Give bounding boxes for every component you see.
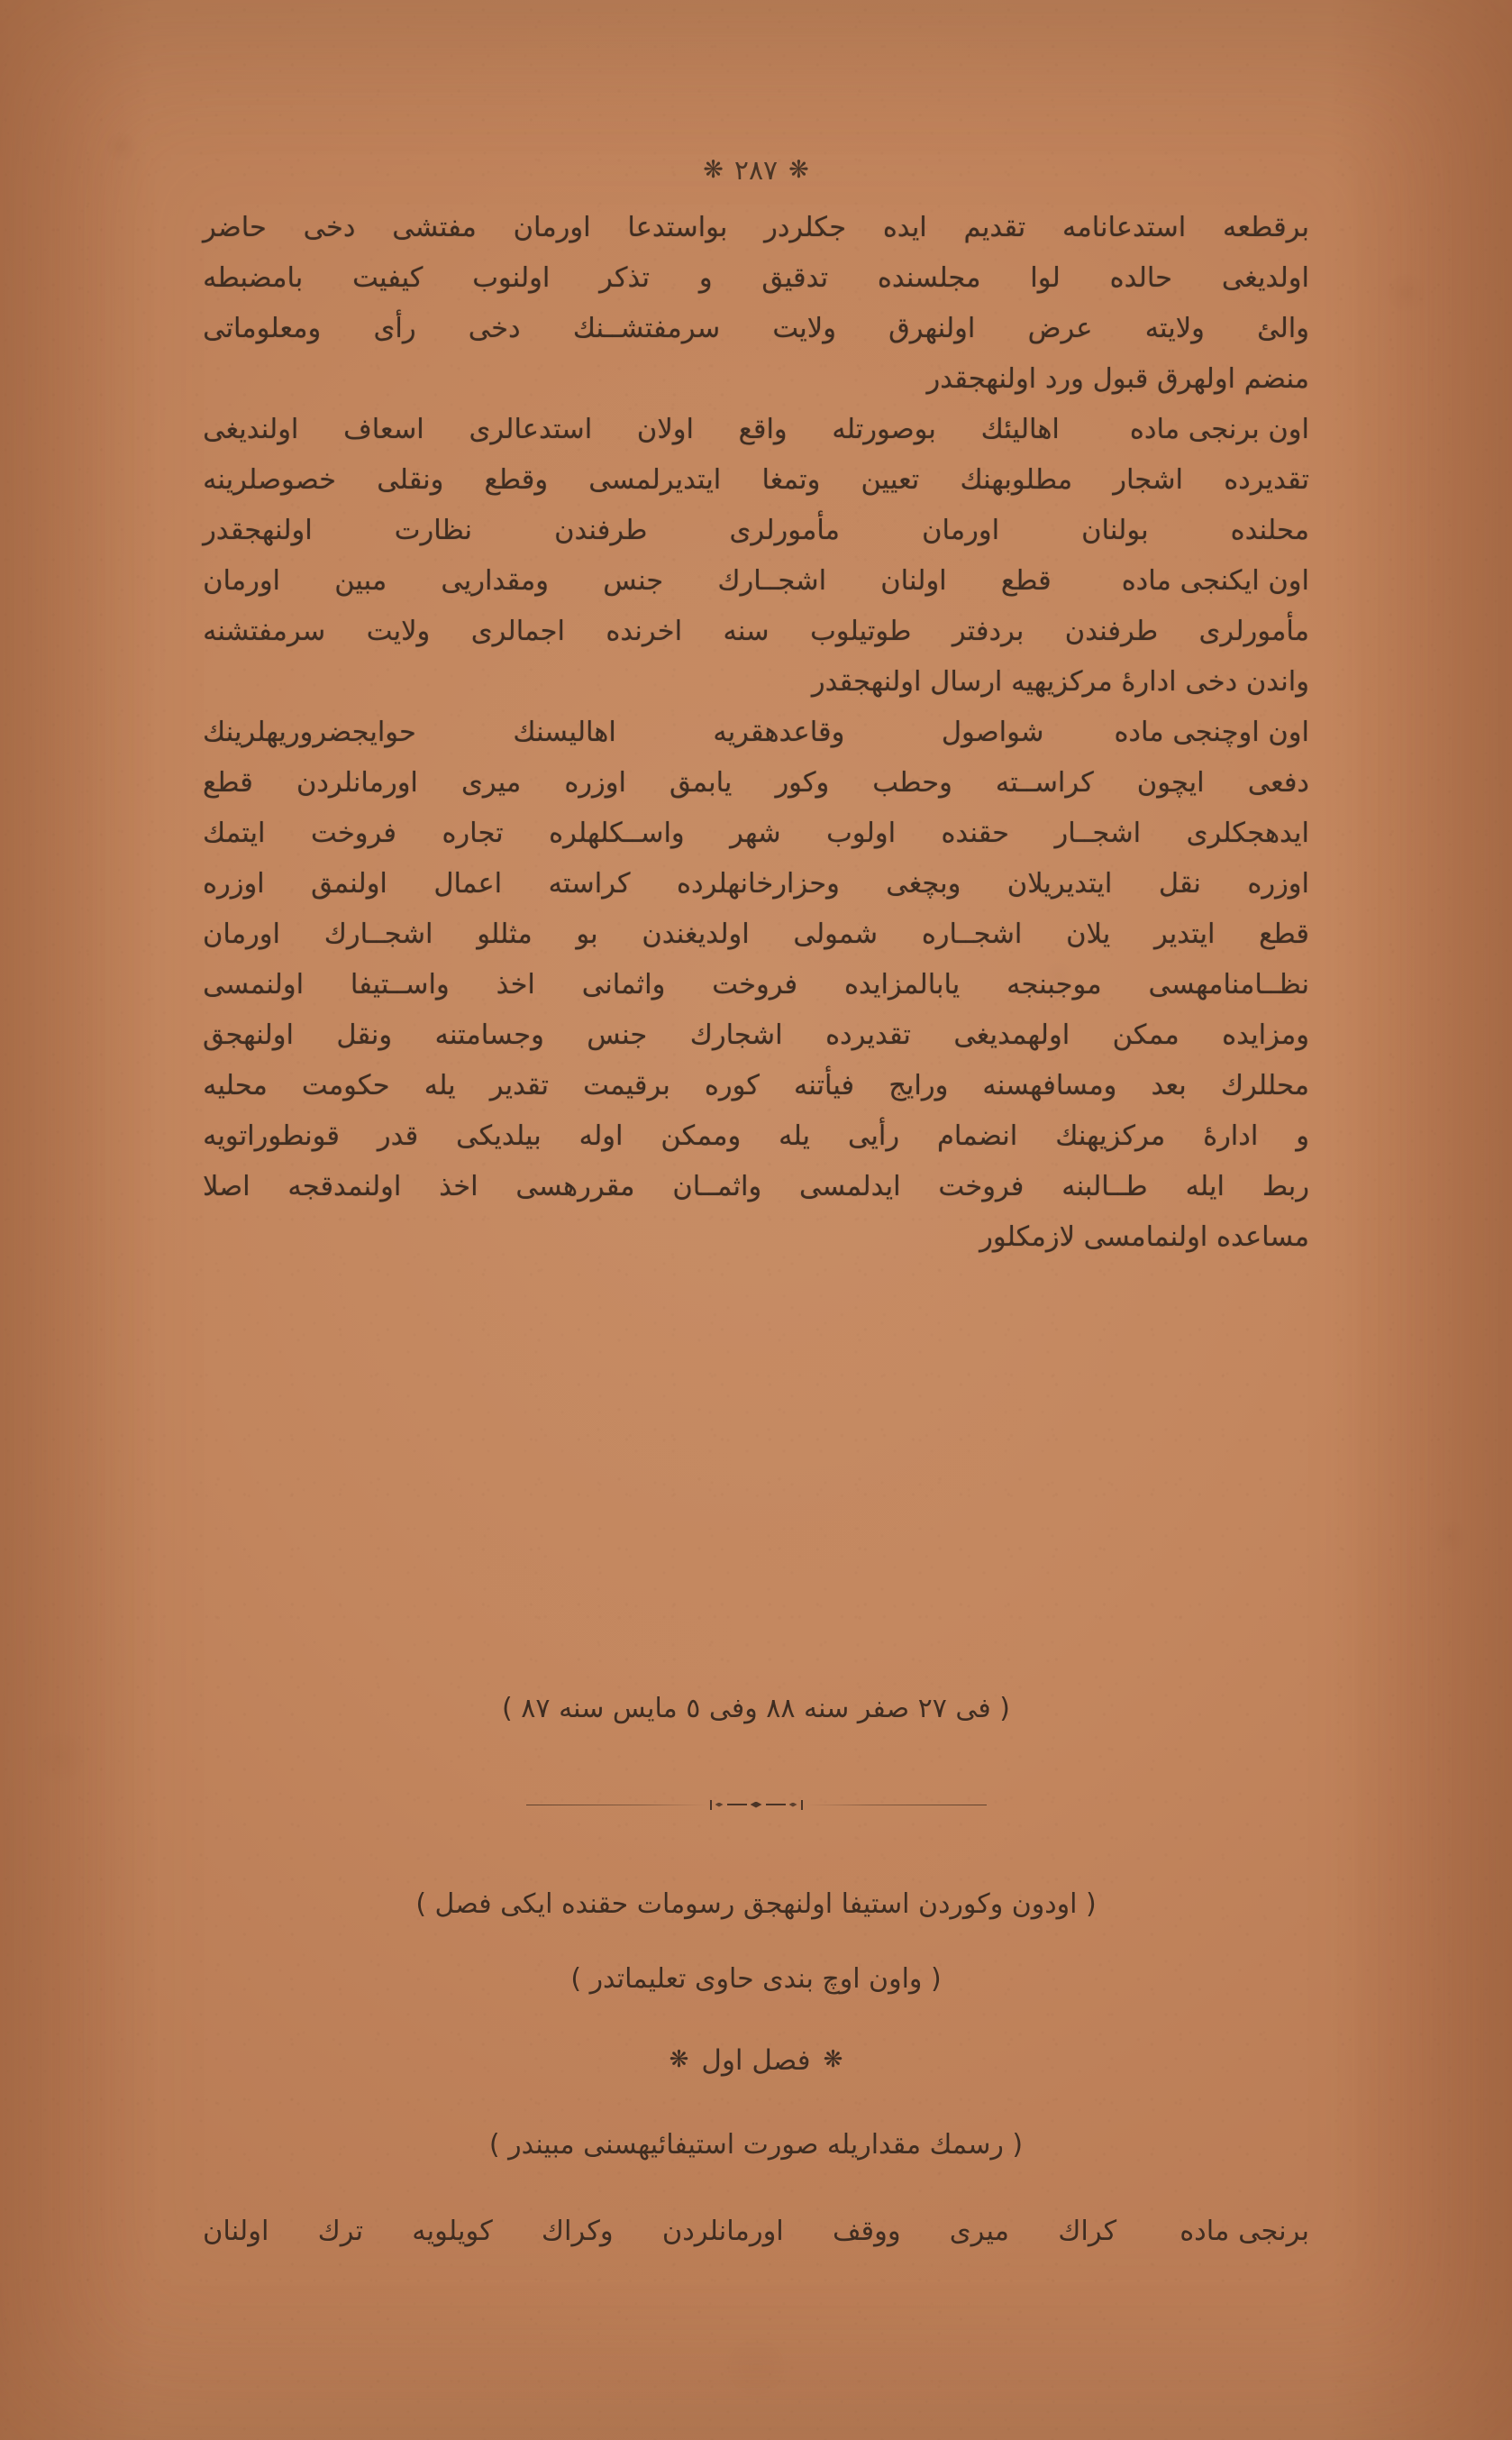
- text-line: اوزره نقل ايتديريلان وبچغى وحزارخانهلرده كراسته اعمال اولنمق اوزره: [203, 868, 1309, 900]
- flower-ornament-icon: ❋: [788, 156, 809, 184]
- article-body-text: قطع اولنان اشجــارك جنس ومقداريى مبين اورمان: [203, 565, 1052, 597]
- text-line: ايدهجكلرى اشجــار حقنده اولوب شهر واســكلهلره تجاره فروخت ايتمك: [203, 818, 1309, 849]
- article-body-text: اهاليئك بوصورتله واقع اولان استدعالرى اسعاف اولنديغى: [203, 414, 1060, 445]
- text-line-content: مساعده اولنمامسى لازمكلور: [979, 1221, 1309, 1253]
- text-line: و ادارهٔ مركزيهنك انضمام رأيى يله وممكن اوله بيلديكى قدر قونطوراتويه: [203, 1120, 1309, 1152]
- first-article-line: [203, 2216, 1309, 2247]
- page-number: ٢٨٧: [733, 155, 779, 187]
- text-line: قطع ايتدير يلان اشجــاره شمولى اولديغندن بو مثللو اشجــارك اورمان: [203, 918, 1309, 950]
- flower-ornament-icon: ❋: [703, 156, 724, 184]
- text-line: والئ ولايته عرض اولنهرق ولايت سرمفتشــنك دخى رأى ومعلوماتى: [203, 313, 1309, 344]
- chapter-heading-text: فصل اول: [701, 2044, 811, 2077]
- page-number-header: [0, 155, 1512, 187]
- text-line-content: منضم اولهرق قبول ورد اولنهجقدر: [926, 363, 1309, 395]
- flower-ornament-icon: ❋: [823, 2046, 843, 2073]
- date-line: ( فى ٢٧ صفر سنه ٨٨ وفى ٥ مايس سنه ٨٧ ): [502, 1693, 1010, 1724]
- text-line: [203, 363, 1309, 416]
- article-body-text: شواصول وقاعدهقريه اهاليسنك حوايجضروريهلرينك: [203, 717, 1044, 748]
- article-label: برنجى ماده: [1180, 2216, 1309, 2247]
- text-line: مأمورلرى طرفندن بردفتر طوتيلوب سنه اخرنده اجمالرى ولايت سرمفتشنه: [203, 616, 1309, 647]
- text-line-content: واندن دخى ادارهٔ مركزيهيه ارسال اولنهجقدر: [811, 666, 1309, 698]
- ornamental-divider: [0, 1789, 1512, 1820]
- article-label: اون برنجى ماده: [1129, 414, 1309, 445]
- text-line: تقديرده اشجار مطلوبهنك تعيين وتمغا ايتديرلمسى وقطع ونقلى خصوصلرينه: [203, 464, 1309, 496]
- chapter-title-line-2: ( واون اوچ بندى حاوى تعليماتدر ): [570, 1963, 942, 1995]
- text-line: [203, 666, 1309, 719]
- text-line: [203, 719, 1309, 770]
- article-body-text: كراك ميرى ووقف اورمانلردن وكراك كويلويه ترك اولنان: [203, 2216, 1117, 2247]
- text-line: محللرك بعد ومسافهسنه ورايج فيأتنه كوره برقيمت تقدير يله حكومت محليه: [203, 1070, 1309, 1101]
- chapter-title-line-1: ( اودون وكوردن استيفا اولنهجق رسومات حقنده ايكى فصل ): [415, 1888, 1097, 1920]
- text-line: دفعى ايچون كراســته وحطب وكور يابمق اوزره ميرى اورمانلردن قطع: [203, 767, 1309, 799]
- chapter-subtitle: ( رسمك مقداريله صورت استيفائيهسنى مبيندر ): [488, 2129, 1024, 2161]
- flower-ornament-icon: ❋: [669, 2046, 689, 2073]
- text-line: نظــامنامهسى موجبنجه يابالمزايده فروخت واثمانى اخذ واســتيفا اولنمسى: [203, 969, 1309, 1001]
- text-line: برقطعه استدعانامه تقديم ايده جكلردر بواستدعا اورمان مفتشى دخى حاضر: [203, 212, 1309, 243]
- article-label: اون اوچنجى ماده: [1114, 717, 1309, 748]
- text-line: [203, 416, 1309, 467]
- text-line: اولديغى حالده لوا مجلسنده تدقيق و تذكر اولنوب كيفيت بامضبطه: [203, 262, 1309, 294]
- text-line: ربط ايله طــالبنه فروخت ايدلمسى واثمــان مقررهسى اخذ اولنمدقجه اصلا: [203, 1171, 1309, 1202]
- text-line: [203, 1221, 1309, 1275]
- main-text-block: [203, 212, 1309, 1275]
- text-line: محلنده بولنان اورمان مأمورلرى طرفندن نظارت اولنهجقدر: [203, 515, 1309, 546]
- text-line: [203, 565, 1309, 618]
- text-line: ومزايده ممكن اولهمديغى تقديرده اشجارك جنس وجسامتنه ونقل اولنهجق: [203, 1019, 1309, 1051]
- fleuron-ornament-icon: [706, 1800, 806, 1810]
- chapter-heading: [0, 2044, 1512, 2077]
- article-label: اون ايكنجى ماده: [1121, 565, 1309, 597]
